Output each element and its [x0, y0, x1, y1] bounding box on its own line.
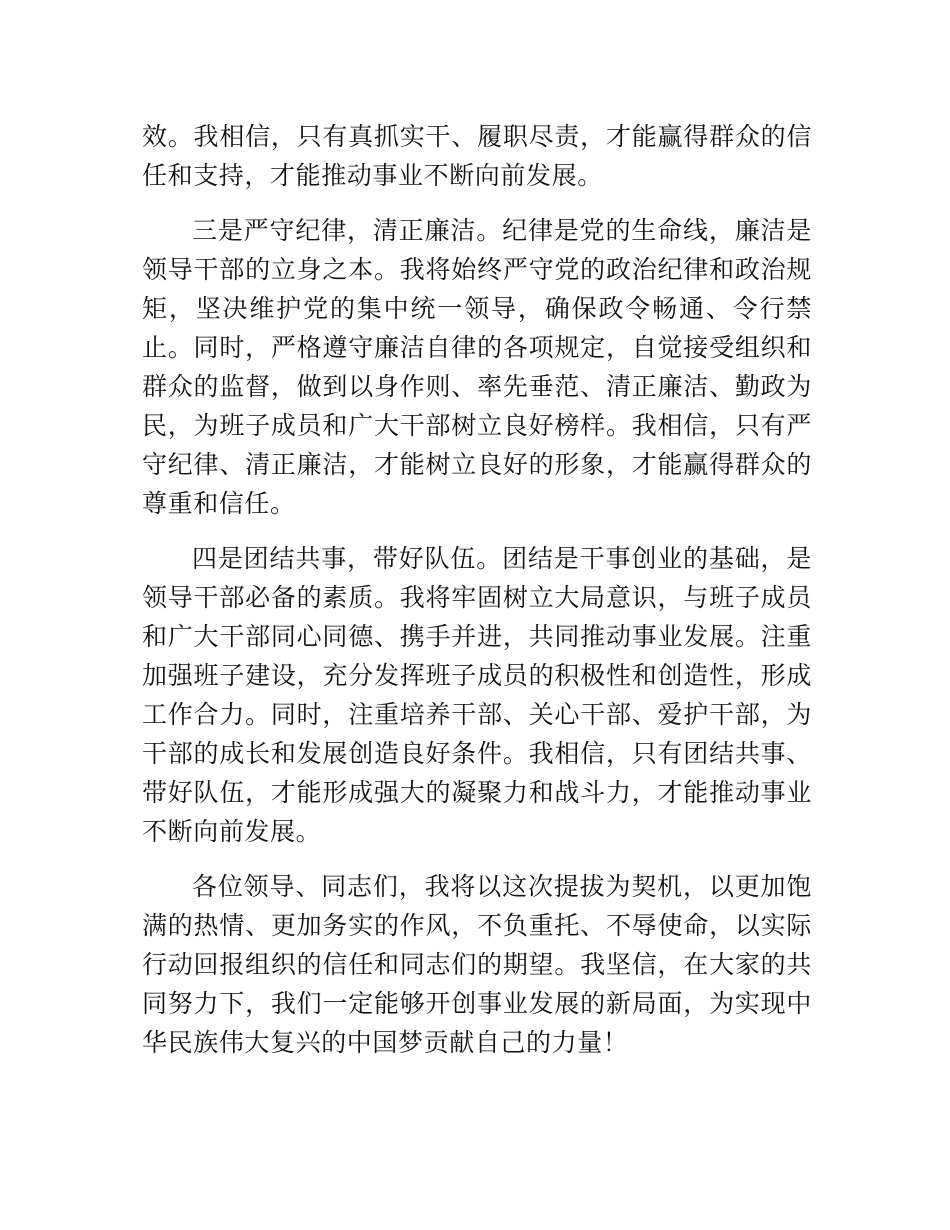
- paragraph-continuation: 效。我相信，只有真抓实干、履职尽责，才能赢得群众的信任和支持，才能推动事业不断向前发展。: [142, 122, 812, 190]
- paragraph-unity: 四是团结共事，带好队伍。团结是干事创业的基础，是领导干部必备的素质。我将牢固树立大局意识，与班子成员和广大干部同心同德、携手并进，共同推动事业发展。注重加强班子建设，充分发挥班子成员的积极性和创造性，形成工作合力。同时，注重培养干部、关心干部、爱护干部，为干部的成长和发展创造良好条件。我相信，只有团结共事、带好队伍，才能形成强大的凝聚力和战斗力，才能推动事业不断向前发展。: [142, 544, 812, 846]
- paragraph-discipline: 三是严守纪律，清正廉洁。纪律是党的生命线，廉洁是领导干部的立身之本。我将始终严守党的政治纪律和政治规矩，坚决维护党的集中统一领导，确保政令畅通、令行禁止。同时，严格遵守廉洁自律的各项规定，自觉接受组织和群众的监督，做到以身作则、率先垂范、清正廉洁、勤政为民，为班子成员和广大干部树立良好榜样。我相信，只有严守纪律、清正廉洁，才能树立良好的形象，才能赢得群众的尊重和信任。: [142, 216, 812, 518]
- document-body: [142, 117, 812, 1062]
- paragraph-closing: 各位领导、同志们，我将以这次提拔为契机，以更加饱满的热情、更加务实的作风，不负重托、不辱使命，以实际行动回报组织的信任和同志们的期望。我坚信，在大家的共同努力下，我们一定能够开创事业发展的新局面，为实现中华民族伟大复兴的中国梦贡献自己的力量！: [142, 872, 812, 1057]
